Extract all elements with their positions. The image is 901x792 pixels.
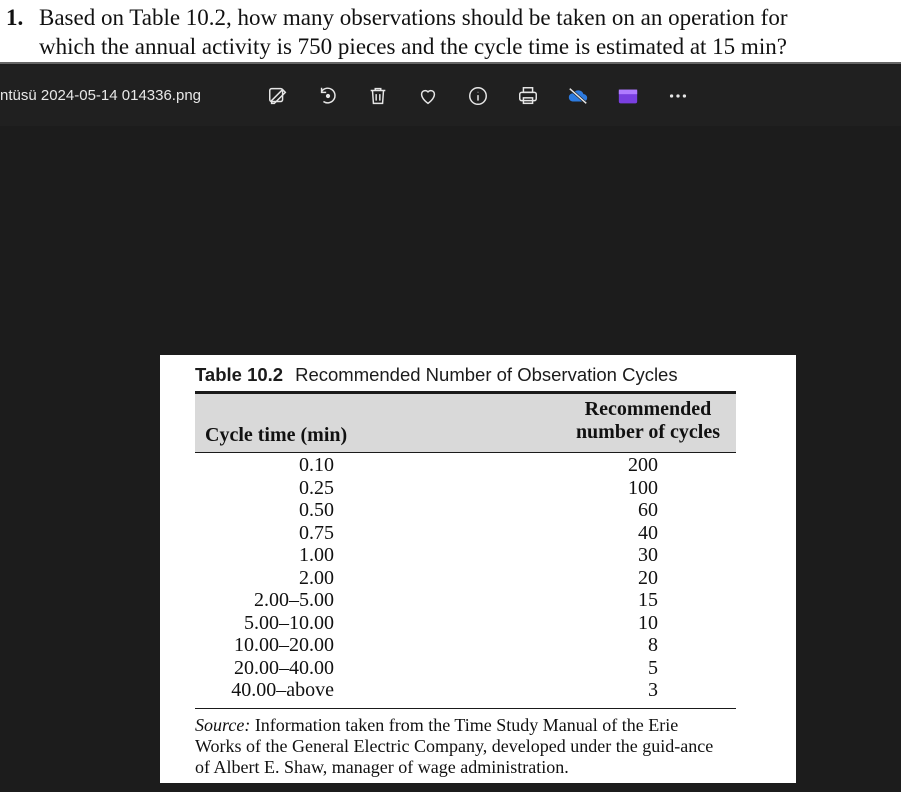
cell-recommended-cycles: 10: [638, 611, 658, 634]
table-title: [195, 364, 678, 386]
cell-cycle-time: 0.25: [299, 476, 334, 499]
column-header-cycle-time: Cycle time (min): [205, 424, 348, 446]
source-text: Information taken from the Time Study Manual of the Erie Works of the General Electric Company, developed under the guid-ance of Albert E. Shaw, manager of wage administration.: [195, 715, 714, 777]
more-options-icon[interactable]: [665, 83, 691, 109]
table-body: [195, 454, 736, 702]
info-icon[interactable]: [465, 83, 491, 109]
table-header: [195, 391, 736, 453]
cell-cycle-time: 40.00–above: [231, 679, 334, 701]
cell-recommended-cycles: 3: [648, 679, 658, 701]
cell-recommended-cycles: 40: [638, 521, 658, 544]
question-number: 1.: [6, 5, 24, 30]
cell-cycle-time: 1.00: [299, 544, 334, 566]
cell-recommended-cycles: 100: [628, 476, 658, 499]
table-row: [195, 679, 736, 702]
table-row: [195, 454, 736, 477]
cell-recommended-cycles: 60: [638, 499, 658, 521]
question-line-2: which the annual activity is 750 pieces and the cycle time is estimated at 15 min?: [39, 34, 787, 59]
cell-recommended-cycles: 8: [648, 634, 658, 656]
displayed-image: [160, 355, 796, 783]
table-bottom-rule: [195, 708, 736, 709]
favorite-icon[interactable]: [415, 83, 441, 109]
cell-cycle-time: 10.00–20.00: [234, 634, 334, 656]
table-row: [195, 612, 736, 635]
table-row: [195, 589, 736, 612]
clipchamp-icon[interactable]: [615, 83, 641, 109]
table-source-note: [195, 715, 725, 778]
onedrive-icon[interactable]: [565, 83, 591, 109]
question-line-1: Based on Table 10.2, how many observations should be taken on an operation for: [39, 5, 788, 30]
source-label: Source:: [195, 715, 251, 735]
cell-recommended-cycles: 30: [638, 544, 658, 566]
viewer-toolbar: [0, 66, 901, 126]
table-row: [195, 522, 736, 545]
table-caption: Recommended Number of Observation Cycles: [295, 364, 678, 385]
cell-cycle-time: 0.10: [299, 454, 334, 476]
cell-recommended-cycles: 5: [648, 656, 658, 679]
column-header-recommended: Recommended number of cycles: [575, 398, 720, 443]
table-label: Table 10.2: [195, 364, 284, 385]
rotate-icon[interactable]: [315, 83, 341, 109]
table-row: [195, 634, 736, 657]
cell-recommended-cycles: 20: [638, 566, 658, 589]
cell-cycle-time: 0.50: [299, 499, 334, 521]
cell-cycle-time: 0.75: [299, 521, 334, 544]
file-name: ntüsü 2024-05-14 014336.png: [0, 87, 202, 104]
delete-icon[interactable]: [365, 83, 391, 109]
cell-cycle-time: 20.00–40.00: [234, 656, 334, 679]
cell-cycle-time: 2.00: [299, 566, 334, 589]
cell-recommended-cycles: 200: [628, 454, 658, 476]
table-row: [195, 657, 736, 680]
table-row: [195, 567, 736, 590]
table-row: [195, 499, 736, 522]
cell-cycle-time: 5.00–10.00: [244, 611, 334, 634]
table-row: [195, 544, 736, 567]
print-icon[interactable]: [515, 83, 541, 109]
table-row: [195, 477, 736, 500]
cell-cycle-time: 2.00–5.00: [254, 589, 334, 611]
question-text: [0, 0, 901, 64]
edit-image-icon[interactable]: [265, 83, 291, 109]
cell-recommended-cycles: 15: [638, 589, 658, 611]
